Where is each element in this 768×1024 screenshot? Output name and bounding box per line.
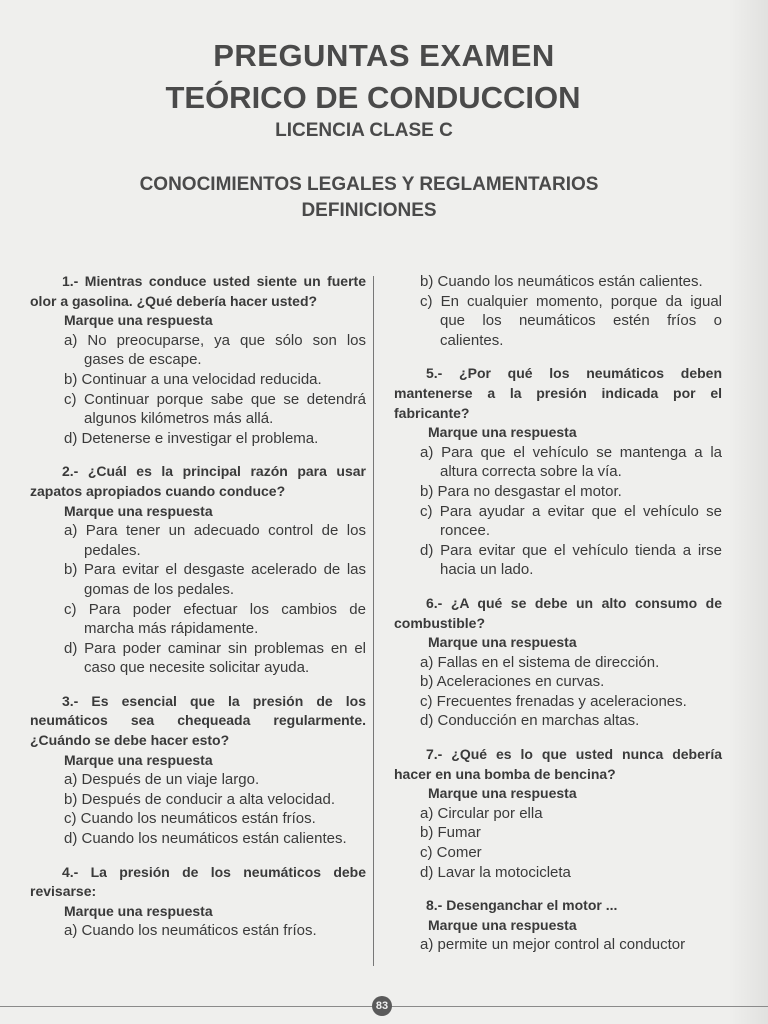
left-column bbox=[30, 272, 366, 955]
answer-option: c) Continuar porque sabe que se detendrá algunos kilómetros más allá. bbox=[64, 390, 366, 428]
answer-option: d) Cuando los neumáticos están calientes. bbox=[64, 830, 347, 848]
answer-option: a) Después de un viaje largo. bbox=[64, 771, 260, 789]
answer-option: c) Comer bbox=[420, 844, 482, 862]
answer-option: c) Cuando los neumáticos están fríos. bbox=[64, 810, 316, 828]
answer-option: c) Frecuentes frenadas y aceleraciones. bbox=[420, 692, 687, 710]
answer-option: d) Conducción en marchas altas. bbox=[420, 712, 640, 730]
question-instruction: Marque una respuesta bbox=[64, 902, 213, 919]
answer-option: d) Para evitar que el vehículo tienda a irse hacia un lado. bbox=[420, 541, 722, 579]
answer-option: b) Para no desgastar el motor. bbox=[420, 482, 622, 500]
question-1 bbox=[30, 272, 366, 448]
question-7 bbox=[394, 745, 722, 882]
section-heading bbox=[0, 172, 768, 224]
answer-option: a) Fallas en el sistema de dirección. bbox=[420, 653, 660, 671]
question-text: 3.- Es esencial que la presión de los neumáticos sea chequeada regularmente. ¿Cuándo se debe hacer esto? bbox=[30, 692, 366, 749]
question-instruction: Marque una respuesta bbox=[428, 916, 577, 933]
question-3 bbox=[30, 692, 366, 849]
question-text: 4.- La presión de los neumáticos debe revisarse: bbox=[30, 863, 366, 900]
question-instruction: Marque una respuesta bbox=[428, 424, 577, 441]
question-text: 7.- ¿Qué es lo que usted nunca debería hacer en una bomba de bencina? bbox=[394, 746, 722, 782]
answer-option: a) Para tener un adecuado control de los pedales. bbox=[64, 522, 366, 559]
answer-option: a) Para que el vehículo se mantenga a la altura correcta sobre la vía. bbox=[420, 443, 722, 481]
answer-option: d) Detenerse e investigar el problema. bbox=[64, 429, 319, 447]
answer-option: c) Para ayudar a evitar que el vehículo se roncee. bbox=[420, 502, 722, 540]
answer-option: a) Cuando los neumáticos están fríos. bbox=[64, 922, 317, 940]
answer-option: c) En cualquier momento, porque da igual que los neumáticos estén fríos o calientes. bbox=[420, 292, 722, 349]
answer-option: b) Después de conducir a alta velocidad. bbox=[64, 790, 335, 808]
answer-option: d) Lavar la motocicleta bbox=[420, 863, 571, 881]
subtitle: LICENCIA CLASE C bbox=[275, 120, 453, 141]
question-instruction: Marque una respuesta bbox=[64, 751, 213, 768]
answer-option: b) Fumar bbox=[420, 824, 481, 842]
question-instruction: Marque una respuesta bbox=[428, 785, 577, 802]
title-line-1: PREGUNTAS EXAMEN bbox=[213, 38, 555, 73]
answer-option: b) Cuando los neumáticos están calientes. bbox=[420, 273, 703, 290]
column-divider bbox=[373, 276, 374, 966]
question-text: 6.- ¿A qué se debe un alto consumo de combustible? bbox=[394, 594, 722, 631]
answer-option: b) Para evitar el desgaste acelerado de las gomas de los pedales. bbox=[64, 561, 366, 598]
question-text: 5.- ¿Por qué los neumáticos deben mantenerse a la presión indicada por el fabricante? bbox=[394, 365, 722, 421]
answer-option: a) Circular por ella bbox=[420, 804, 543, 822]
question-4 bbox=[30, 863, 366, 941]
question-text: 8.- Desenganchar el motor ... bbox=[426, 897, 618, 914]
question-6 bbox=[394, 594, 722, 731]
answer-option: b) Aceleraciones en curvas. bbox=[420, 673, 605, 691]
question-text: 2.- ¿Cuál es la principal razón para usar zapatos apropiados cuando conduce? bbox=[30, 463, 366, 499]
question-2 bbox=[30, 462, 366, 678]
section-line-2: DEFINICIONES bbox=[301, 200, 437, 221]
question-8 bbox=[394, 896, 722, 955]
question-text: 1.- Mientras conduce usted siente un fuerte olor a gasolina. ¿Qué debería hacer usted? bbox=[30, 273, 366, 309]
page-number: 83 bbox=[372, 996, 392, 1016]
right-column bbox=[394, 272, 722, 969]
answer-option: a) No preocuparse, ya que sólo son los gases de escape. bbox=[64, 331, 366, 369]
question-instruction: Marque una respuesta bbox=[428, 634, 577, 651]
title-line-2: TEÓRICO DE CONDUCCION bbox=[165, 80, 581, 115]
answer-option: b) Continuar a una velocidad reducida. bbox=[64, 370, 322, 388]
answer-option: a) permite un mejor control al conductor bbox=[420, 936, 686, 954]
answer-option: d) Para poder caminar sin problemas en el caso que necesite solicitar ayuda. bbox=[64, 639, 366, 677]
question-5 bbox=[394, 364, 722, 580]
question-instruction: Marque una respuesta bbox=[64, 502, 213, 519]
question-instruction: Marque una respuesta bbox=[64, 312, 213, 329]
answer-option: c) Para poder efectuar los cambios de marcha más rápidamente. bbox=[64, 600, 366, 638]
page-header bbox=[0, 38, 768, 224]
question-4-continued bbox=[394, 272, 722, 350]
section-line-1: CONOCIMIENTOS LEGALES Y REGLAMENTARIOS bbox=[139, 174, 599, 195]
